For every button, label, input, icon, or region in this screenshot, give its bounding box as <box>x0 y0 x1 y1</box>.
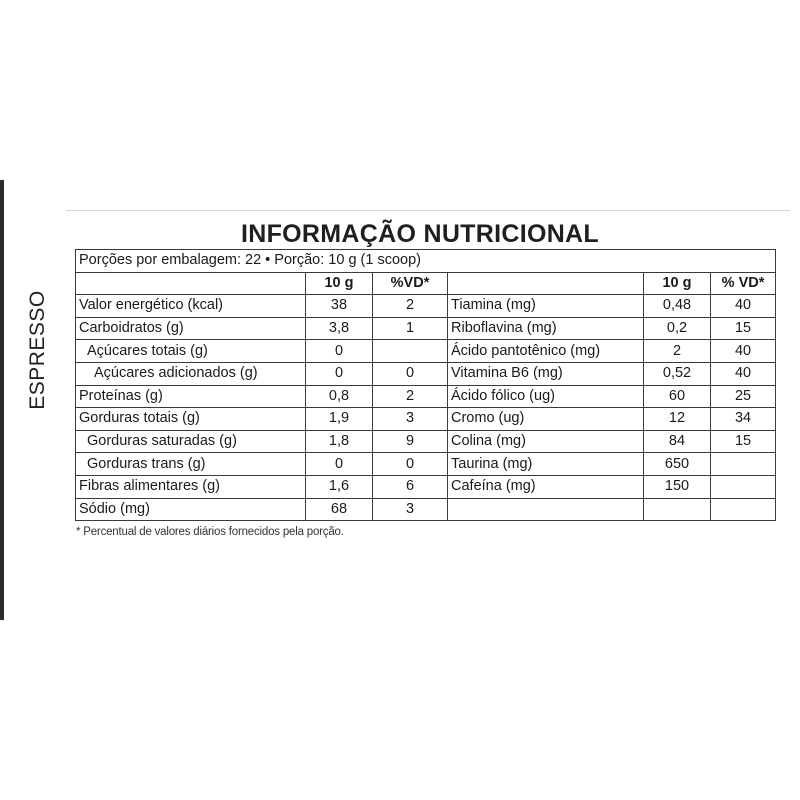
left-nutrient-value: 0,8 <box>306 385 373 408</box>
right-nutrient-dv: 25 <box>711 385 776 408</box>
right-nutrient-value: 0,52 <box>644 362 711 385</box>
left-edge-bar <box>0 180 4 620</box>
right-nutrient-value: 12 <box>644 408 711 431</box>
nutrition-table <box>75 249 776 521</box>
panel-title: INFORMAÇÃO NUTRICIONAL <box>241 220 599 248</box>
left-nutrient-dv <box>373 340 448 363</box>
left-nutrient-dv: 0 <box>373 362 448 385</box>
left-nutrient-value: 1,9 <box>306 408 373 431</box>
left-nutrient-value: 1,6 <box>306 475 373 498</box>
table-row <box>76 385 776 408</box>
right-nutrient-dv <box>711 475 776 498</box>
left-nutrient-name: Sódio (mg) <box>76 498 306 521</box>
table-row <box>76 340 776 363</box>
right-nutrient-value: 150 <box>644 475 711 498</box>
right-nutrient-name: Riboflavina (mg) <box>448 317 644 340</box>
right-nutrient-dv: 40 <box>711 295 776 318</box>
right-nutrient-dv: 40 <box>711 362 776 385</box>
left-nutrient-value: 1,8 <box>306 430 373 453</box>
table-row <box>76 475 776 498</box>
header-blank-left <box>76 272 306 295</box>
left-nutrient-dv: 6 <box>373 475 448 498</box>
right-nutrient-name: Colina (mg) <box>448 430 644 453</box>
right-nutrient-value <box>644 498 711 521</box>
table-row <box>76 317 776 340</box>
left-nutrient-name: Gorduras trans (g) <box>76 453 306 476</box>
right-nutrient-value: 650 <box>644 453 711 476</box>
right-nutrient-name <box>448 498 644 521</box>
table-row <box>76 430 776 453</box>
header-per-portion-right: 10 g <box>644 272 711 295</box>
left-nutrient-name: Açúcares totais (g) <box>76 340 306 363</box>
right-nutrient-name: Ácido fólico (ug) <box>448 385 644 408</box>
right-nutrient-name: Ácido pantotênico (mg) <box>448 340 644 363</box>
left-nutrient-value: 38 <box>306 295 373 318</box>
right-nutrient-name: Cafeína (mg) <box>448 475 644 498</box>
left-nutrient-dv: 9 <box>373 430 448 453</box>
header-dv-right: % VD* <box>711 272 776 295</box>
right-nutrient-value: 2 <box>644 340 711 363</box>
right-nutrient-name: Vitamina B6 (mg) <box>448 362 644 385</box>
left-nutrient-value: 0 <box>306 362 373 385</box>
left-nutrient-dv: 3 <box>373 408 448 431</box>
right-nutrient-value: 84 <box>644 430 711 453</box>
serving-row <box>76 250 776 273</box>
table-row <box>76 453 776 476</box>
flavor-label: ESPRESSO <box>26 290 49 410</box>
left-nutrient-value: 0 <box>306 340 373 363</box>
left-nutrient-dv: 2 <box>373 295 448 318</box>
table-row <box>76 408 776 431</box>
left-nutrient-name: Açúcares adicionados (g) <box>76 362 306 385</box>
left-nutrient-name: Gorduras saturadas (g) <box>76 430 306 453</box>
table-row <box>76 498 776 521</box>
table-row <box>76 362 776 385</box>
header-per-portion-left: 10 g <box>306 272 373 295</box>
right-nutrient-dv: 40 <box>711 340 776 363</box>
left-nutrient-dv: 1 <box>373 317 448 340</box>
right-nutrient-value: 0,2 <box>644 317 711 340</box>
right-nutrient-name: Cromo (ug) <box>448 408 644 431</box>
serving-info: Porções por embalagem: 22 • Porção: 10 g (1 scoop) <box>76 250 776 273</box>
footnote: * Percentual de valores diários fornecidos pela porção. <box>76 526 344 538</box>
header-blank-right <box>448 272 644 295</box>
right-nutrient-dv <box>711 498 776 521</box>
right-nutrient-value: 0,48 <box>644 295 711 318</box>
left-nutrient-name: Valor energético (kcal) <box>76 295 306 318</box>
left-nutrient-dv: 3 <box>373 498 448 521</box>
left-nutrient-dv: 2 <box>373 385 448 408</box>
right-nutrient-dv <box>711 453 776 476</box>
header-dv-left: %VD* <box>373 272 448 295</box>
left-nutrient-name: Proteínas (g) <box>76 385 306 408</box>
left-nutrient-value: 68 <box>306 498 373 521</box>
right-nutrient-name: Taurina (mg) <box>448 453 644 476</box>
right-nutrient-dv: 15 <box>711 317 776 340</box>
right-nutrient-dv: 15 <box>711 430 776 453</box>
right-nutrient-name: Tiamina (mg) <box>448 295 644 318</box>
left-nutrient-name: Gorduras totais (g) <box>76 408 306 431</box>
header-row <box>76 272 776 295</box>
left-nutrient-name: Fibras alimentares (g) <box>76 475 306 498</box>
right-nutrient-dv: 34 <box>711 408 776 431</box>
left-nutrient-dv: 0 <box>373 453 448 476</box>
left-nutrient-value: 0 <box>306 453 373 476</box>
left-nutrient-name: Carboidratos (g) <box>76 317 306 340</box>
left-nutrient-value: 3,8 <box>306 317 373 340</box>
table-row <box>76 295 776 318</box>
right-nutrient-value: 60 <box>644 385 711 408</box>
